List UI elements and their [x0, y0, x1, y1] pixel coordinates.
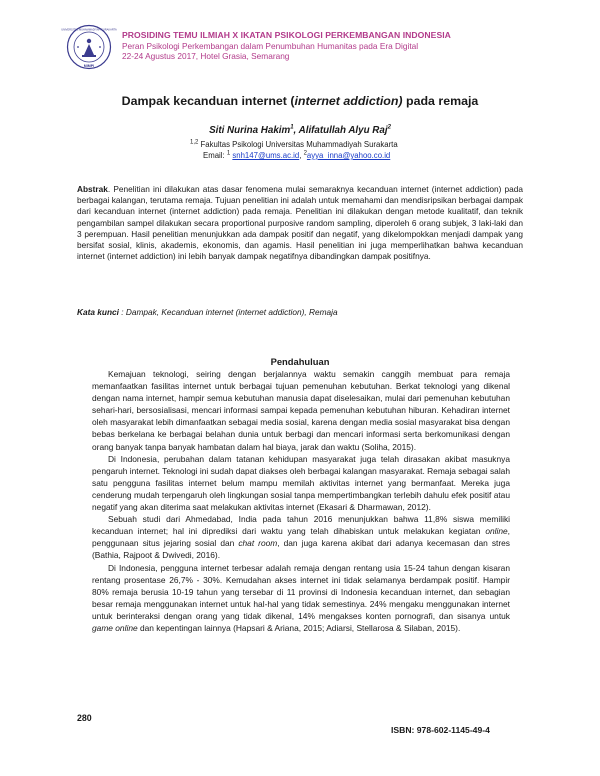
abstract	[77, 184, 523, 262]
body-text	[92, 368, 510, 634]
email-line: Email: $^1$ snh147@ums.ac.id, $^2$ayya_inna@yahoo.co.id	[203, 150, 391, 160]
keywords-text: : Dampak, Kecanduan internet (internet addiction), Remaja	[118, 307, 338, 317]
author-2: Alifatullah Alyu Raj	[298, 125, 388, 136]
author-line: Siti Nurina Hakim$^1$, Alifatullah Alyu Raj$^2$	[209, 124, 391, 136]
isbn: ISBN: 978-602-1145-49-4	[391, 725, 490, 735]
paragraph: Sebuah studi dari Ahmedabad, India pada tahun 2016 menunjukkan bahwa 11,8% siswa memiliki kecanduan internet; hal ini diprediksi dari waktu yang telah dihabiskan untuk melakukan kegiatan online, penggunaan situs jejaring sosial dan chat room, dan juga karena akibat dari adanya kecemasan dan stres (Bathia, Rajpoot & Dwivedi, 2016).	[92, 514, 510, 561]
paragraph: Di Indonesia, perubahan dalam tatanan kehidupan masyarakat juga telah dirasakan akibat masuknya pengaruh internet. Teknologi ini sudah dapat diakses oleh berbagai kalangan masyarakat. Remaja sebagai salah satu pengguna fasilitas internet belum mampu memilah aktivitas internet yang bermanfaat. Mereka juga cenderung mudah terpengaruh oleh lingkungan sosial tanpa mempertimbangkan terlebih dahulu efek positif atau negatif yang akan diterima saat melakukan aktivitas internet (Ekasari & Dharmawan, 2012).	[92, 453, 510, 513]
proceedings-header	[122, 30, 542, 62]
keywords	[77, 307, 523, 317]
email-link-1[interactable]: snh147@ums.ac.id	[232, 151, 300, 160]
page-number: 280	[77, 713, 92, 723]
abstract-label: Abstrak	[77, 184, 108, 194]
university-logo	[61, 24, 117, 70]
section-heading: Pendahuluan	[270, 356, 330, 367]
logo-label: UNIVERSITAS MUHAMMADIYAH SURAKARTA	[61, 28, 117, 32]
conference-venue: 22-24 Agustus 2017, Hotel Grasia, Semarang	[122, 51, 290, 61]
paragraph: Kemajuan teknologi, seiring dengan berjalannya waktu semakin canggih membuat para remaja memanfaatkan fasilitas internet untuk berbagai tujuan pemenuhan kebutuhan. Berkat teknologi yang dikenal dengan nama internet, hampir semua kebutuhan manusia dapat diselesaikan, mulai dari pemenuhan kebutuhan sehari-hari, bersosialisasi, mencari informasi sampai kepada pemenuhan kebutuhan hiburan. Kehadiran internet oleh masyarakat lebih dimanfaatkan sebagai media sosial, karena dengan media sosial masyarakat bisa dengan bebas berkelana ke berbagai belahan dunia untuk berbagi dan mencari informasi serta berkomunikasi dengan orang banyak tanpa banyak hambatan dalam hal biaya, jarak dan waktu (Soliha, 2015).	[92, 369, 510, 452]
author-1: Siti Nurina Hakim	[209, 125, 291, 136]
paragraph: Di Indonesia, pengguna internet terbesar adalah remaja dengan rentang usia 15-24 tahun dengan kisaran rentang prosentase 26,7% - 30%. Kemudahan akses internet ini tidak selamanya berdampak positif. Hampir 80% remaja berusia 10-19 tahun yang tersebar di 11 provinsi di Indonesia kecanduan internet, dan sebagian besar remaja menggunakan internet untuk hal-hal yang tidak semestinya. 24% mengaku menggunakan internet untuk berinteraksi dengan orang yang tidak dikenal, 14% mengakses konten pornografi, dan sisanya untuk game online dan kepentingan lainnya (Hapsari & Ariana, 2015; Adiarsi, Stellarosa & Silaban, 2015).	[92, 562, 510, 633]
keywords-label: Kata kunci	[77, 307, 119, 317]
affiliation: $^{1,2}$ Fakultas Psikologi Universitas Muhammadiyah Surakarta	[190, 139, 398, 149]
logo-sub: MIMPI	[83, 64, 95, 68]
email-link-2[interactable]: ayya_inna@yahoo.co.id	[306, 151, 391, 160]
proceedings-title: PROSIDING TEMU ILMIAH X IKATAN PSIKOLOGI PERKEMBANGAN INDONESIA	[122, 30, 451, 40]
conference-theme: Peran Psikologi Perkembangan dalam Penumbuhan Humanitas pada Era Digital	[122, 40, 419, 51]
abstract-text: . Penelitian ini dilakukan atas dasar fenomena mulai semaraknya kecanduan internet (internet addiction) pada berbagai kalangan, terutama remaja. Tujuan penelitian ini adalah untuk memahami dan mendisripsikan berbagai dampak dari kecanduan internet (internet addiction) pada remaja. Penelitian ini dilakukan dengan metode kualitatif, dan teknik pengambilan sampel dilakukan secara proportional purposive random sampling, diperoleh 6 orang subjek, 3 laki-laki dan 3 perempuan. Hasil penelitian menunjukkan ada dampak positif dan negatif, yang dikelompokkan menjadi dampak yang bersifat sosial, klinis, akademis, ekonomis, dan agamis. Hasil penelitian ini juga memperlihatkan bahwa kecanduan internet (internet addiction) ini lebih banyak dampak negatifnya dibandingkan dampak positifnya.	[77, 184, 523, 262]
article-title: Dampak kecanduan internet (internet addiction) pada remaja	[121, 94, 479, 108]
